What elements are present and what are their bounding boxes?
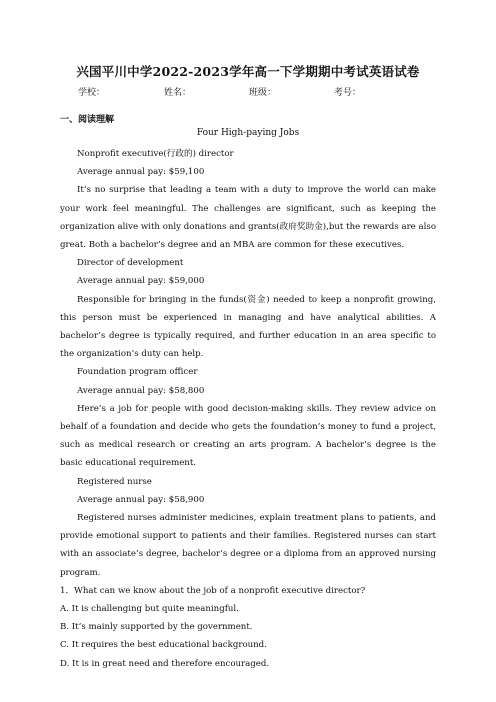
option-d: D. It is in great need and therefore encouraged. xyxy=(60,658,270,669)
exam-title: 兴国平川中学2022-2023学年高一下学期期中考试英语试卷 xyxy=(76,64,420,79)
school-label: 学校： xyxy=(78,88,106,98)
passage-title: Four High-paying Jobs xyxy=(196,128,300,138)
job-pay-4: Average annual pay: $58,900 xyxy=(77,494,205,505)
job-pay-3: Average annual pay: $58,800 xyxy=(77,385,205,396)
passage-body xyxy=(60,145,436,673)
job-description-4: Registered nurses administer medicines, explain treatment plans to patients, and provide emotional support to patients and their families. Registered nurses can start with an associate’s degree, bachelor’s degree or a diploma from an approved nursing program. xyxy=(60,513,436,578)
job-pay-2: Average annual pay: $59,000 xyxy=(77,276,205,287)
name-label: 姓名： xyxy=(164,88,192,98)
option-c: C. It requires the best educational background. xyxy=(60,640,267,651)
job-pay-1: Average annual pay: $59,100 xyxy=(77,167,205,178)
exam-number-label: 考号： xyxy=(334,88,362,98)
class-label: 班级： xyxy=(249,88,277,98)
job-title-3: Foundation program officer xyxy=(77,367,198,378)
job-title-1: Nonprofit executive(行政的) director xyxy=(77,149,234,159)
job-title-4: Registered nurse xyxy=(77,476,152,487)
job-title-2: Director of development xyxy=(77,258,184,269)
option-a: A. It is challenging but quite meaningful. xyxy=(60,604,239,615)
option-b: B. It’s mainly supported by the government. xyxy=(60,622,253,633)
section-heading: 一、阅读理解 xyxy=(60,115,115,125)
student-info-row xyxy=(78,85,438,99)
job-description-2: Responsible for bringing in the funds(资金) needed to keep a nonprofit growing, this person must be experienced in managing and have analytical abilities. A bachelor’s degree is typically required, and further education in an area specific to the organization’s duty can help. xyxy=(60,294,436,360)
job-description-3: Here’s a job for people with good decision-making skills. They review advice on behalf of a foundation and decide who gets the foundation’s money to fund a project, such as medical research or creating an arts program. A bachelor’s degree is the basic educational requirement. xyxy=(60,403,436,469)
job-description-1: It’s no surprise that leading a team with a duty to improve the world can make your work feel meaningful. The challenges are significant, such as keeping the organization alive with only donations and grants(政府奖助金),but the rewards are also great. Both a bachelor’s degree and an MBA are common for these executives. xyxy=(60,185,436,251)
question-stem: 1．What can we know about the job of a nonprofit executive director? xyxy=(60,585,366,596)
